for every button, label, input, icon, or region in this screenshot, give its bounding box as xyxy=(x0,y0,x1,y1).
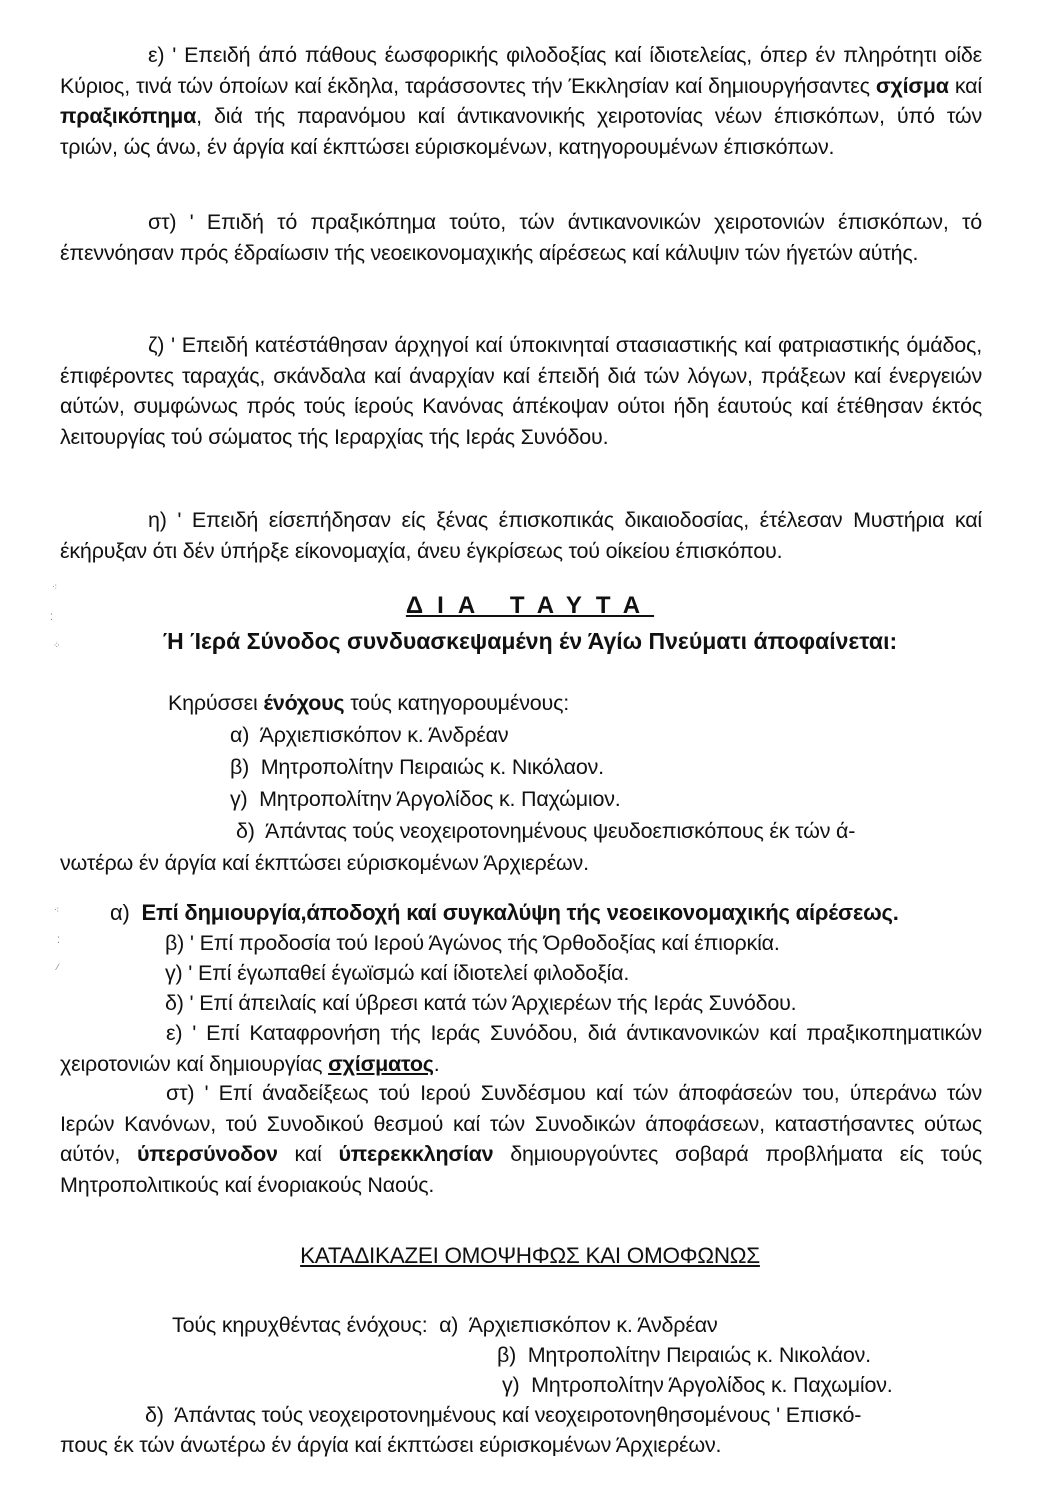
item-label: δ) xyxy=(236,819,255,843)
item-label: α) xyxy=(439,1313,459,1337)
clause-text: , διά τής παρανόμου καί άντικανονικής χειροτονίας νέων έπισκόπων, ύπό τών τριών, ώς άνω, έν άργία καί έκπτώσει εύρισκομένων, κατηγορουμένων έπισκόπων. xyxy=(60,104,982,159)
condemned-intro xyxy=(172,1310,718,1340)
charge-alpha xyxy=(110,898,899,928)
clause-text: ' Επειδή κατέστάθησαν άρχηγοί καί ύποκινηταί στασιαστικής καί φατριαστικής όμάδος, έπιφέροντες ταραχάς, σκάνδαλα καί άναρχίαν καί έπειδή διά τών λόγων, πράξεων καί ένεργειών αύτών, συμφώνως πρός τούς ίερούς Κανόνας άπέκοψαν ούτοι ήδη έαυτούς καί έτέθησαν έκτός λειτουργίας τού σώματος τής Ιεραρχίας τής Ιεράς Συνόδου. xyxy=(60,333,982,449)
item-label: ε) xyxy=(166,1021,183,1045)
item-text: Άρχιεπισκόπον κ. Άνδρέαν xyxy=(468,1313,718,1337)
clause-epsilon xyxy=(60,40,982,162)
item-label: β) xyxy=(165,931,185,955)
clause-label: στ) xyxy=(148,210,177,234)
item-text: Επί δημιουργία,άποδοχή καί συγκαλύψη τής νεοεικονομαχικής αίρέσεως. xyxy=(141,900,899,925)
item-text: Άρχιεπισκόπον κ. Άνδρέαν xyxy=(259,723,509,747)
clause-stigma xyxy=(60,207,982,268)
clause-label: ε) xyxy=(148,43,165,67)
intro-text: Τούς κηρυχθέντας ένόχους: xyxy=(172,1313,428,1337)
item-label: β) xyxy=(230,755,250,779)
charge-stigma xyxy=(60,1078,982,1200)
charge-epsilon xyxy=(60,1018,982,1079)
item-text: Μητροπολίτην Άργολίδος κ. Παχωμίον. xyxy=(531,1373,893,1397)
condemned-item-delta xyxy=(145,1400,861,1430)
item-label: γ) xyxy=(502,1373,520,1397)
bold-term-guilty: ένόχους xyxy=(263,691,345,715)
item-label: στ) xyxy=(166,1081,195,1105)
heading-synod-decides: Ή Ίερά Σύνοδος συνδυασκεψαμένη έν Άγίω Πνεύματι άποφαίνεται: xyxy=(162,628,898,654)
item-text: καί xyxy=(277,1142,339,1166)
charge-gamma xyxy=(165,958,629,988)
scan-speck: ⁄ xyxy=(57,962,59,972)
declares-intro xyxy=(168,688,569,718)
heading-dia-tauta: ΔΙΑ ΤΑΥΤΑ xyxy=(405,592,655,619)
condemned-item xyxy=(497,1340,871,1370)
clause-label: ζ) xyxy=(148,333,165,357)
clause-text: ' Επειδή άπό πάθους έωσφορικής φιλοδοξίας καί ίδιοτελείας, όπερ έν πληρότητι οίδε Κύριος, τινά τών όποίων καί έκδηλα, ταράσσοντες τήν Έκκλησίαν καί δημιουργήσαντες xyxy=(60,43,982,98)
item-text: Μητροπολίτην Πειραιώς κ. Νικολάον. xyxy=(527,1343,871,1367)
scan-speck: ⁘ xyxy=(53,640,61,650)
bold-term-schism: σχίσματος xyxy=(328,1051,434,1076)
item-text: Άπάντας τούς νεοχειροτονημένους καί νεοχειροτονηθησομένους ' Επισκό- xyxy=(174,1403,862,1427)
accused-item xyxy=(230,752,604,782)
item-text: Μητροπολίτην Άργολίδος κ. Παχώμιον. xyxy=(259,787,621,811)
scan-speck: ⁖ xyxy=(52,582,58,592)
intro-text: Κηρύσσει xyxy=(168,691,264,715)
accused-item-continuation: νωτέρω έν άργία καί έκπτώσει εύρισκομένων Άρχιερέων. xyxy=(60,851,589,875)
heading-condemns: ΚΑΤΑΔΙΚΑΖΕΙ ΟΜΟΨΗΦΩΣ ΚΑΙ ΟΜΟΦΩΝΩΣ xyxy=(300,1243,760,1268)
scan-speck: ⁖ xyxy=(54,905,60,915)
condemned-item xyxy=(502,1370,893,1400)
item-label: δ) xyxy=(145,1403,164,1427)
bold-term-superchurch: ύπερεκκλησίαν xyxy=(338,1142,494,1166)
bold-term-supersynod: ύπερσύνοδον xyxy=(136,1142,278,1166)
clause-text: ' Επιδή τό πραξικόπημα τούτο, τών άντικανονικών χειροτονιών έπισκόπων, τό έπεννόησαν πρός έδραίωσιν τής νεοεικονομαχικής αίρέσεως καί κάλυψιν τών ήγετών αύτής. xyxy=(60,210,982,265)
item-text: Άπάντας τούς νεοχειροτονημένους ψευδοεπισκόπους έκ τών ά- xyxy=(265,819,856,843)
charge-beta xyxy=(165,928,780,958)
item-text: ' Επί άπειλαίς καί ύβρεσι κατά τών Άρχιερέων τής Ιεράς Συνόδου. xyxy=(189,991,797,1015)
bold-term-schism: σχίσμα xyxy=(875,73,949,98)
intro-text: τούς κατηγορουμένους: xyxy=(344,691,570,715)
condemned-item-delta-continuation: πους έκ τών άνωτέρω έν άργία καί έκπτώσει εύρισκομένων Άρχιερέων. xyxy=(60,1433,722,1457)
scan-speck: ⁚ xyxy=(57,935,60,945)
item-text: ' Επί έγωπαθεί έγωϊσμώ καί ίδιοτελεί φιλοδοξία. xyxy=(188,961,630,985)
item-label: α) xyxy=(110,900,130,925)
clause-text: καί xyxy=(948,73,982,98)
item-label: γ) xyxy=(230,787,248,811)
item-text: ' Επί Καταφρονήση τής Ιεράς Συνόδου, διά άντικανονικών καί πραξικοπηματικών χειροτονιών καί δημιουργίας xyxy=(60,1021,982,1076)
item-label: γ) xyxy=(165,961,183,985)
accused-item xyxy=(230,784,621,814)
item-text: Μητροπολίτην Πειραιώς κ. Νικόλαον. xyxy=(260,755,604,779)
scan-speck: ⁚ xyxy=(50,612,53,622)
clause-zeta xyxy=(60,330,982,452)
bold-term-coup: πραξικόπημα xyxy=(60,104,197,128)
item-text: δημιουργούντες σοβαρά προβλήματα είς τούς Μητροπολιτικούς καί ένοριακούς Ναούς. xyxy=(60,1142,982,1197)
item-text: ' Επί προδοσία τού Ιερού Άγώνος τής Όρθοδοξίας καί έπιορκία. xyxy=(189,931,780,955)
item-text: . xyxy=(433,1051,440,1076)
accused-item xyxy=(236,816,855,846)
clause-text: ' Επειδή είσεπήδησαν είς ξένας έπισκοπικάς δικαιοδοσίας, έτέλεσαν Μυστήρια καί έκήρυξαν ότι δέν ύπήρξε είκονομαχία, άνευ έγκρίσεως τού οίκείου έπισκόπου. xyxy=(60,508,982,563)
item-text: ' Επί άναδείξεως τού Ιερού Συνδέσμου καί τών άποφάσεών του, ύπεράνω τών Ιερών Κανόνων, τού Συνοδικού θεσμού καί τών Συνοδικών άποφάσεων, καταστήσαντες ούτως αύτόν, xyxy=(60,1081,983,1166)
item-label: α) xyxy=(230,723,250,747)
item-label: β) xyxy=(497,1343,517,1367)
clause-eta xyxy=(60,505,982,566)
accused-item xyxy=(230,720,508,750)
charge-delta xyxy=(165,988,796,1018)
clause-label: η) xyxy=(148,508,167,532)
item-label: δ) xyxy=(165,991,184,1015)
